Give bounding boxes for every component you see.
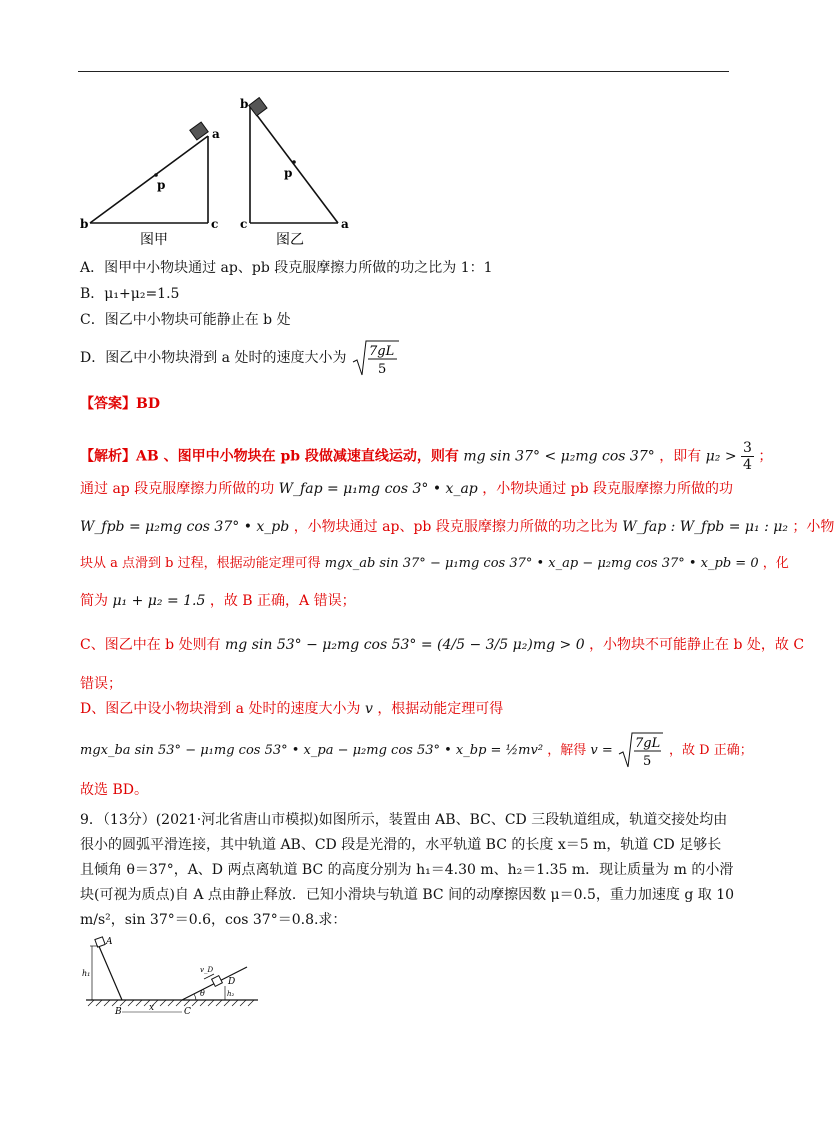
fig-yi-point-a: a	[341, 217, 349, 231]
option-d-text: D．图乙中小物块滑到 a 处时的速度大小为	[80, 350, 347, 366]
analysis-line-4	[80, 555, 789, 573]
analysis-l3-end: ；小物	[792, 519, 834, 535]
analysis-line-6	[80, 636, 804, 654]
analysis-l3-text: ，小物块通过 ap、pb 段克服摩擦力所做的功之比为	[293, 519, 618, 535]
option-a: A．图甲中小物块通过 ap、pb 段克服摩擦力所做的功之比为 1：1	[80, 260, 493, 276]
option-d-sqrt	[351, 338, 401, 378]
analysis-l4-text: 块从 a 点滑到 b 过程，根据动能定理可得	[80, 556, 321, 571]
analysis-line-8	[80, 700, 503, 718]
option-d-num: 7gL	[368, 344, 395, 359]
analysis-l2-math: W_fap = μ₁mg cos 3° • x_ap	[278, 481, 478, 497]
analysis-line-3	[80, 518, 834, 536]
analysis-l9-text: ，解得	[547, 742, 587, 758]
fig-jia-point-c: c	[211, 217, 219, 231]
analysis-l3-math2: W_fap : W_fpb = μ₁ : μ₂	[622, 519, 788, 535]
analysis-l4-math: mgx_ab sin 37° − μ₁mg cos 37° • x_ap − μ₂mg cos 37° • x_pb = 0	[324, 556, 759, 571]
fig2-label-b: B	[115, 1007, 122, 1017]
analysis-l2-text: 通过 ap 段克服摩擦力所做的功	[80, 481, 275, 497]
analysis-l9-end: ，故 D 正确；	[669, 742, 753, 758]
fig-jia-point-b: b	[80, 217, 89, 231]
l9-den: 5	[642, 754, 652, 769]
analysis-line-9	[80, 730, 753, 771]
fig-yi-point-c: c	[240, 217, 248, 231]
analysis-l1-math: mg sin 37° < μ₂mg cos 37°	[463, 448, 655, 465]
fig2-label-h1: h₁	[82, 969, 91, 978]
analysis-l4-end: ，化	[762, 556, 789, 571]
analysis-l9-math: mgx_ba sin 53° − μ₁mg cos 53° • x_pa − μ₂mg cos 53° • x_bp = ½mv²	[80, 742, 544, 758]
analysis-l8-text: D、图乙中设小物块滑到 a 处时的速度大小为	[80, 701, 361, 717]
frac-den: 4	[743, 457, 752, 473]
fig-yi-point-p: p	[284, 166, 293, 180]
analysis-line-2	[80, 480, 733, 498]
analysis-l8-math: v	[364, 701, 373, 717]
analysis-line-7: 错误；	[80, 676, 122, 692]
question-9-text: 9．（13分）(2021·河北省唐山市模拟)如图所示，装置由 AB、BC、CD 三段轨道组成，轨道交接处均由很小的圆弧平滑连接，其中轨道 AB、CD 段是光滑的，水平轨道 BC 的长度 x＝5 m，轨道 CD 足够长且倾角 θ＝37°，A、D 两点离轨道 BC 的高度分别为 h₁＝4.30 m、h₂＝1.35 m．现让质量为 m 的小滑块(可视为质点)自 A 点由静止释放．已知小滑块与轨道 BC 间的动摩擦因数 μ＝0.5，重力加速度 g 取 10 m/s²，sin 37°＝0.6，cos 37°＝0.8.求：	[80, 812, 735, 928]
fig2-label-theta: θ	[200, 989, 205, 998]
analysis-l3-math: W_fpb = μ₂mg cos 37° • x_pb	[80, 519, 290, 535]
fig-jia-label: 图甲	[140, 232, 168, 248]
answer-label: 【答案】BD	[80, 396, 160, 412]
analysis-l5-text: 简为	[80, 593, 108, 609]
analysis-l8-end: ，根据动能定理可得	[377, 701, 504, 717]
fig2-label-x: x	[149, 1003, 155, 1013]
analysis-line-1	[80, 440, 772, 473]
option-d-den: 5	[377, 362, 387, 377]
analysis-l2-end: ，小物块通过 pb 段克服摩擦力所做的功	[482, 481, 734, 497]
analysis-l9-math2: v =	[590, 742, 613, 758]
analysis-l6-math: mg sin 53° − μ₂mg cos 53° = (4/5 − 3/5 μ₂)mg > 0	[225, 637, 585, 653]
fig2-label-d: D	[228, 977, 236, 987]
analysis-l1-frac	[741, 440, 754, 473]
frac-num: 3	[743, 440, 752, 456]
analysis-l6-text: C、图乙中在 b 处则有	[80, 637, 221, 653]
fig2-label-h2: h₂	[227, 990, 235, 998]
figure-track	[82, 932, 262, 1024]
analysis-line-5	[80, 592, 356, 610]
analysis-l6-end: ，小物块不可能静止在 b 处，故 C	[589, 637, 805, 653]
analysis-l5-end: ，故 B 正确，A 错误；	[209, 593, 356, 609]
fig2-label-a: A	[106, 937, 113, 947]
option-b: B．μ₁+μ₂=1.5	[80, 286, 180, 302]
option-c: C．图乙中小物块可能静止在 b 处	[80, 312, 291, 328]
fig-jia-point-a: a	[212, 127, 220, 141]
option-d	[80, 338, 401, 378]
fig2-label-vd: v_D	[200, 966, 214, 974]
fig2-label-c: C	[184, 1007, 191, 1017]
figure-jia-yi	[80, 92, 380, 252]
analysis-line-10: 故选 BD。	[80, 782, 148, 798]
fig-jia-point-p: p	[157, 178, 166, 192]
analysis-l1-end: ；	[758, 448, 773, 465]
fig-yi-point-b: b	[240, 97, 249, 111]
analysis-l9-sqrt	[617, 730, 665, 771]
analysis-l1-mid: ，即有	[659, 448, 702, 465]
fig-yi-label: 图乙	[276, 232, 304, 248]
analysis-l1-math2: μ₂ >	[705, 448, 737, 465]
analysis-l1-text: 【解析】AB 、图甲中小物块在 pb 段做减速直线运动，则有	[80, 448, 459, 465]
l9-num: 7gL	[634, 736, 661, 751]
analysis-l5-math: μ₁ + μ₂ = 1.5	[112, 593, 206, 609]
header-rule	[78, 71, 729, 72]
